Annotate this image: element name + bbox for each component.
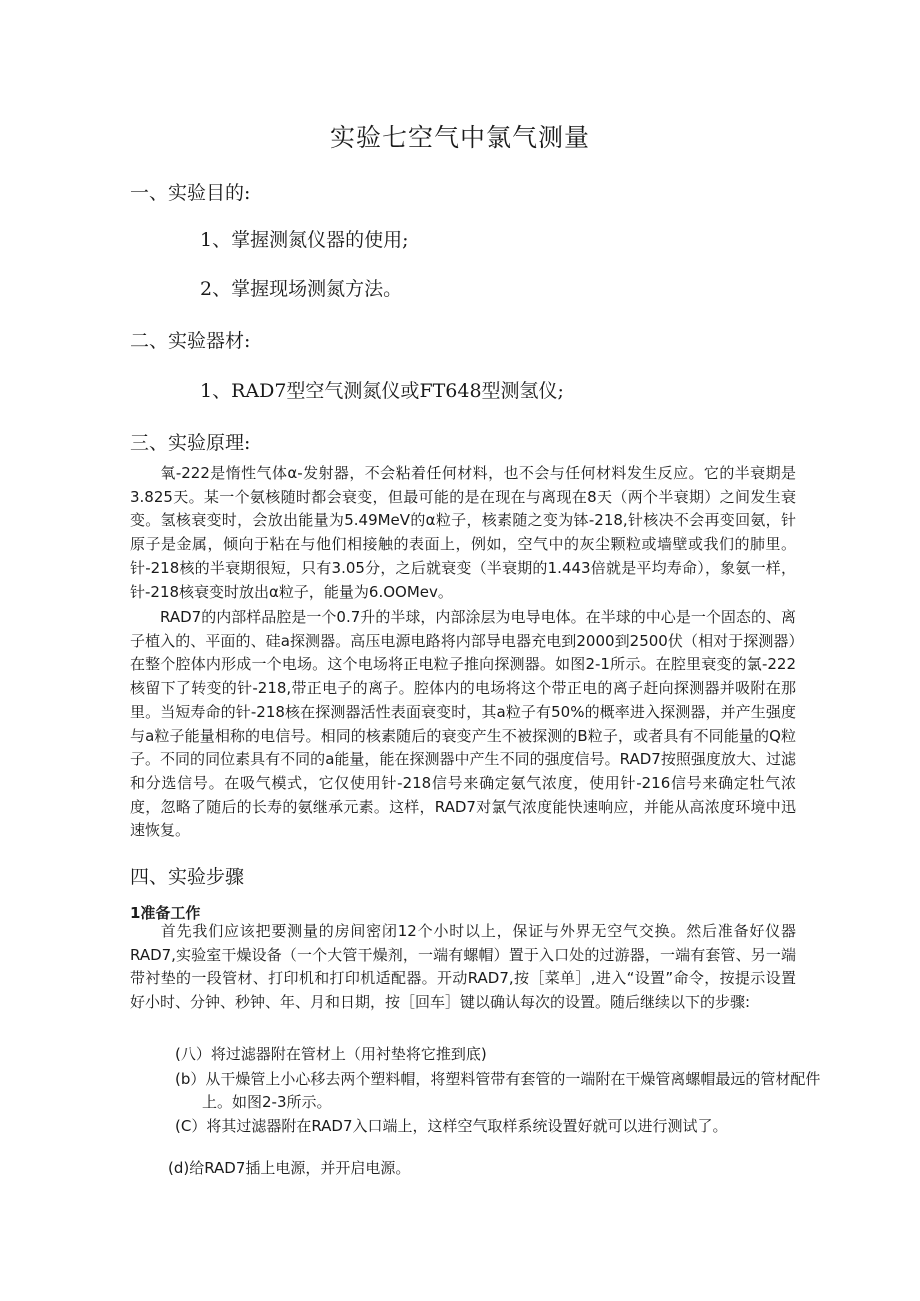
objective-item: 2、掌握现场测氮方法。: [200, 278, 403, 300]
section-heading-procedure: 四、实验步骤: [130, 866, 245, 888]
procedure-step: (d)给RAD7插上电源，并开启电源。: [168, 1159, 411, 1177]
procedure-paragraph-text: 首先我们应该把要测量的房间密闭12个小时以上，保证与外界无空气交换。然后准备好仪器RAD7,实验室干燥设备（一个大管干燥剂，一端有螺帽）置于入口处的过游器，一端有套管、另一端带衬垫的一段管材、打印机和打印机适配器。开动RAD7,按［菜单］,进入“设置”命令，按提示设置好小时、分钟、秒钟、年、月和日期，按［回车］键以确认每次的设置。随后继续以下的步骤:: [130, 922, 796, 1012]
procedure-step: (b）从干燥管上小心移去两个塑料帽，将塑料管带有套管的一端附在干燥管离螺帽最远的管材配件上。如图2-3所示。: [175, 1070, 821, 1111]
principle-paragraph-2-text: RAD7的内部样品腔是一个0.7升的半球，内部涂层为电导电体。在半球的中心是一个固态的、离子植入的、平面的、硅a探测器。高压电源电路将内部导电器充电到2000到2500伏（相对于探测器）在整个腔体内形成一个电场。这个电场将正电粒子推向探测器。如图2-1所示。在腔里衰变的氯-222核留下了转变的针-218,带正电子的离子。腔体内的电场将这个带正电的离子赶向探测器并吸附在那里。当短寿命的针-218核在探测器活性表面衰变时，其a粒子有50%的概率进入探测器，并产生强度与a粒子能量相称的电信号。相同的核素随后的衰变产生不被探测的B粒子，或者具有不同能量的Q粒子。不同的同位素具有不同的a能量，能在探测器中产生不同的强度信号。RAD7按照强度放大、过滤和分选信号。在吸气模式，它仅使用针-218信号来确定氨气浓度，使用针-216信号来确定牡气浓度，忽略了随后的长寿的氨继承元素。这样，RAD7对氯气浓度能快速响应，并能从高浓度环境中迅速恢复。: [130, 608, 796, 840]
principle-paragraph-1: [130, 462, 796, 604]
page-title: 实验七空气中氯气测量: [329, 123, 590, 152]
equipment-item: 1、RAD7型空气测氮仪或FT648型测氢仪;: [200, 380, 564, 402]
principle-paragraph-1-text: 氧-222是惰性气体α-发射器，不会粘着任何材料，也不会与任何材料发生反应。它的半衰期是3.825天。某一个氨核随时都会衰变，但最可能的是在现在与离现在8天（两个半衰期）之间发生衰变。氢核衰变时，会放出能量为5.49MeV的α粒子，核素随之变为钵-218,针核决不会再变回氨，针原子是金属，倾向于粘在与他们相接触的表面上，例如，空气中的灰尘颗粒或墙壁或我们的肺里。针-218核的半衰期很短，只有3.05分，之后就衰变（半衰期的1.443倍就是平均寿命），象氨一样，针-218核衰变时放出α粒子，能量为6.OOMev。: [130, 464, 796, 601]
section-heading-principle: 三、实验原理:: [130, 432, 251, 454]
subsection-heading-preparation: 1准备工作: [130, 904, 201, 922]
procedure-step: (八）将过滤器附在管材上（用衬垫将它推到底): [175, 1045, 487, 1063]
procedure-step: (C）将其过滤器附在RAD7入口端上，这样空气取样系统设置好就可以进行测试了。: [175, 1117, 728, 1135]
objective-item: 1、掌握测氮仪器的使用;: [200, 229, 409, 251]
principle-paragraph-2: [130, 606, 796, 843]
procedure-paragraph: [130, 920, 796, 1015]
section-heading-equipment: 二、实验器材:: [130, 330, 251, 352]
section-heading-objectives: 一、实验目的:: [130, 182, 251, 204]
